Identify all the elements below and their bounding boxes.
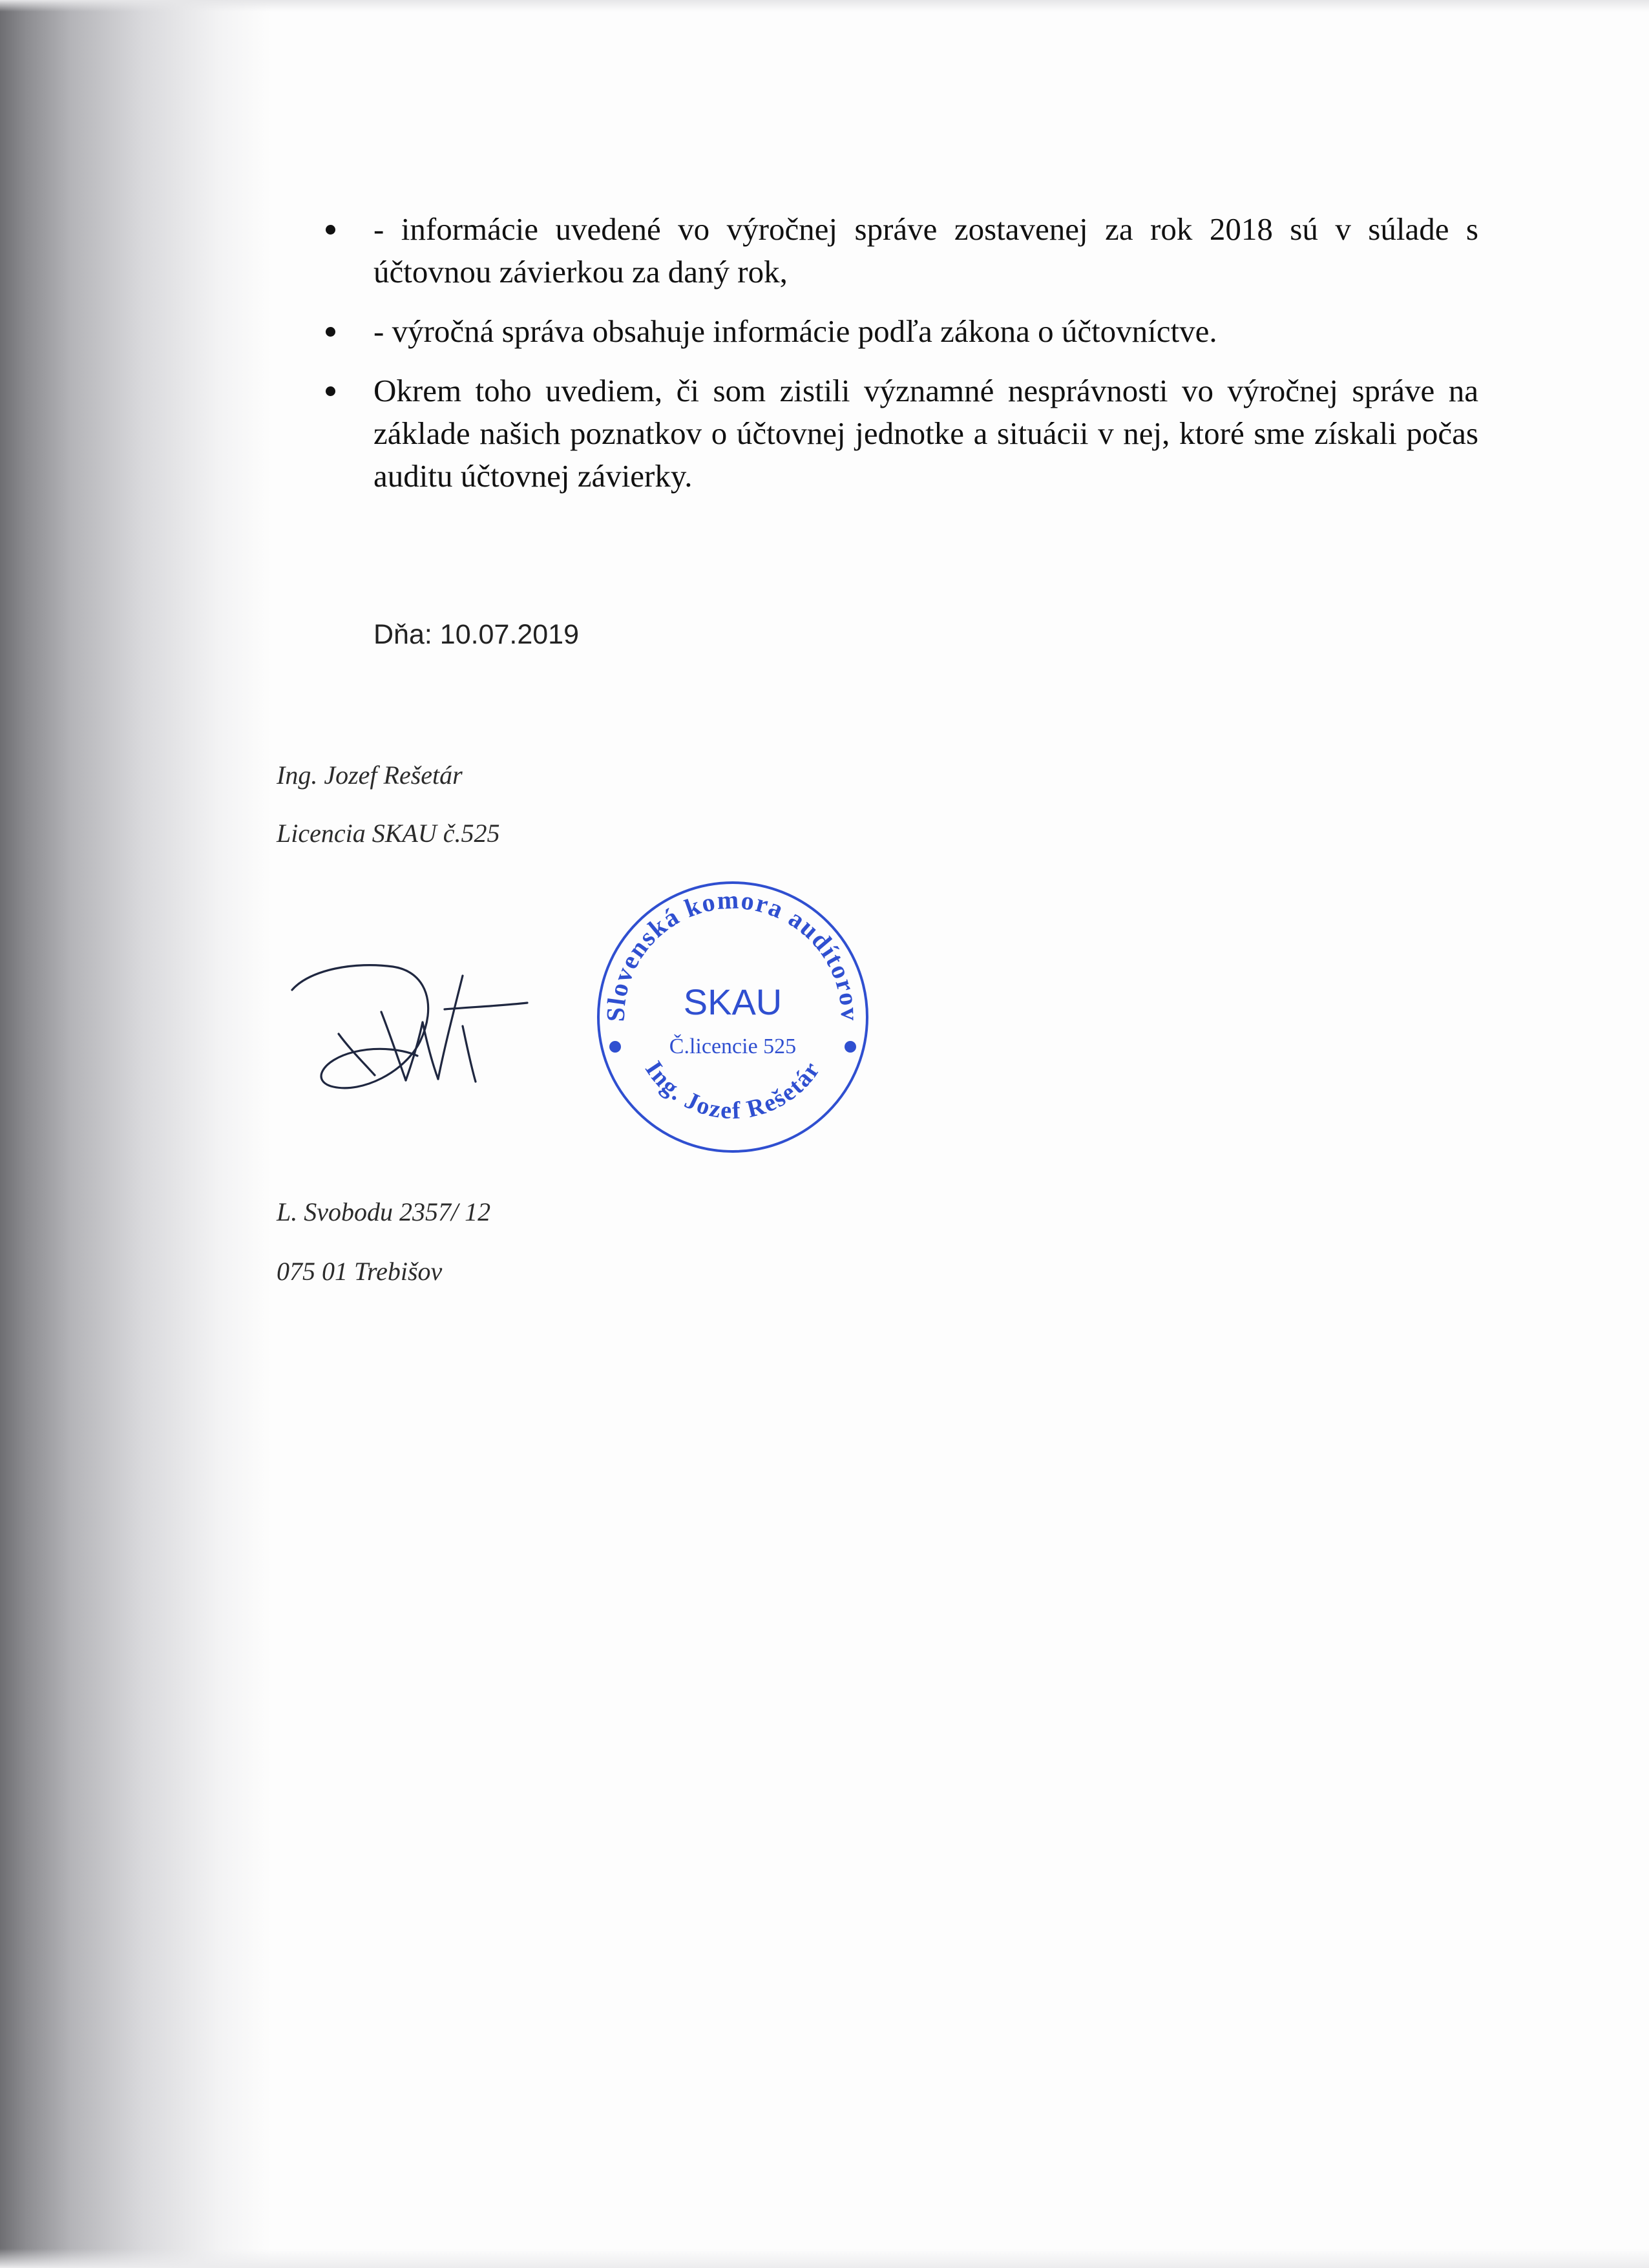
scan-binding-shadow bbox=[0, 0, 271, 2268]
date-line: Dňa: 10.07.2019 bbox=[373, 619, 579, 650]
bullet-text: - informácie uvedené vo výročnej správe zostavenej za rok 2018 sú v súlade s účtovnou závierkou za daný rok, bbox=[373, 211, 1478, 289]
stamp-bottom-arc: Ing. Jozef Rešetár bbox=[640, 1056, 826, 1125]
bullet-item bbox=[322, 208, 1478, 293]
signature-image bbox=[284, 950, 536, 1111]
stamp-license: Č.licencie 525 bbox=[669, 1034, 797, 1058]
stamp-dot-icon bbox=[609, 1041, 621, 1053]
bullet-icon bbox=[326, 225, 335, 235]
bullet-item bbox=[322, 310, 1478, 353]
bullet-item bbox=[322, 370, 1478, 498]
svg-text:Ing. Jozef Rešetár bbox=[640, 1056, 826, 1124]
auditor-license: Licencia SKAU č.525 bbox=[277, 819, 500, 848]
stamp-image bbox=[593, 877, 872, 1157]
auditor-name: Ing. Jozef Rešetár bbox=[277, 761, 463, 790]
stamp-dot-icon bbox=[845, 1041, 856, 1053]
bullet-text: - výročná správa obsahuje informácie podľa zákona o účtovníctve. bbox=[373, 313, 1217, 349]
stamp-top-arc: Slovenská komora audítorov bbox=[600, 885, 865, 1022]
auditor-street: L. Svobodu 2357/ 12 bbox=[277, 1197, 491, 1226]
bullet-text: Okrem toho uvediem, či som zistili významné nesprávnosti vo výročnej správe na základe našich poznatkov o účtovnej jednotke a situácii v nej, ktoré sme získali počas auditu účtovnej závierky. bbox=[373, 373, 1478, 494]
stamp-logo: SKAU bbox=[683, 982, 782, 1022]
scan-bottom-edge bbox=[0, 2249, 1649, 2268]
scan-top-edge bbox=[0, 0, 1649, 12]
bullet-icon bbox=[326, 386, 335, 396]
auditor-city: 075 01 Trebišov bbox=[277, 1257, 443, 1286]
bullet-icon bbox=[326, 327, 335, 337]
bullet-list bbox=[322, 208, 1478, 514]
